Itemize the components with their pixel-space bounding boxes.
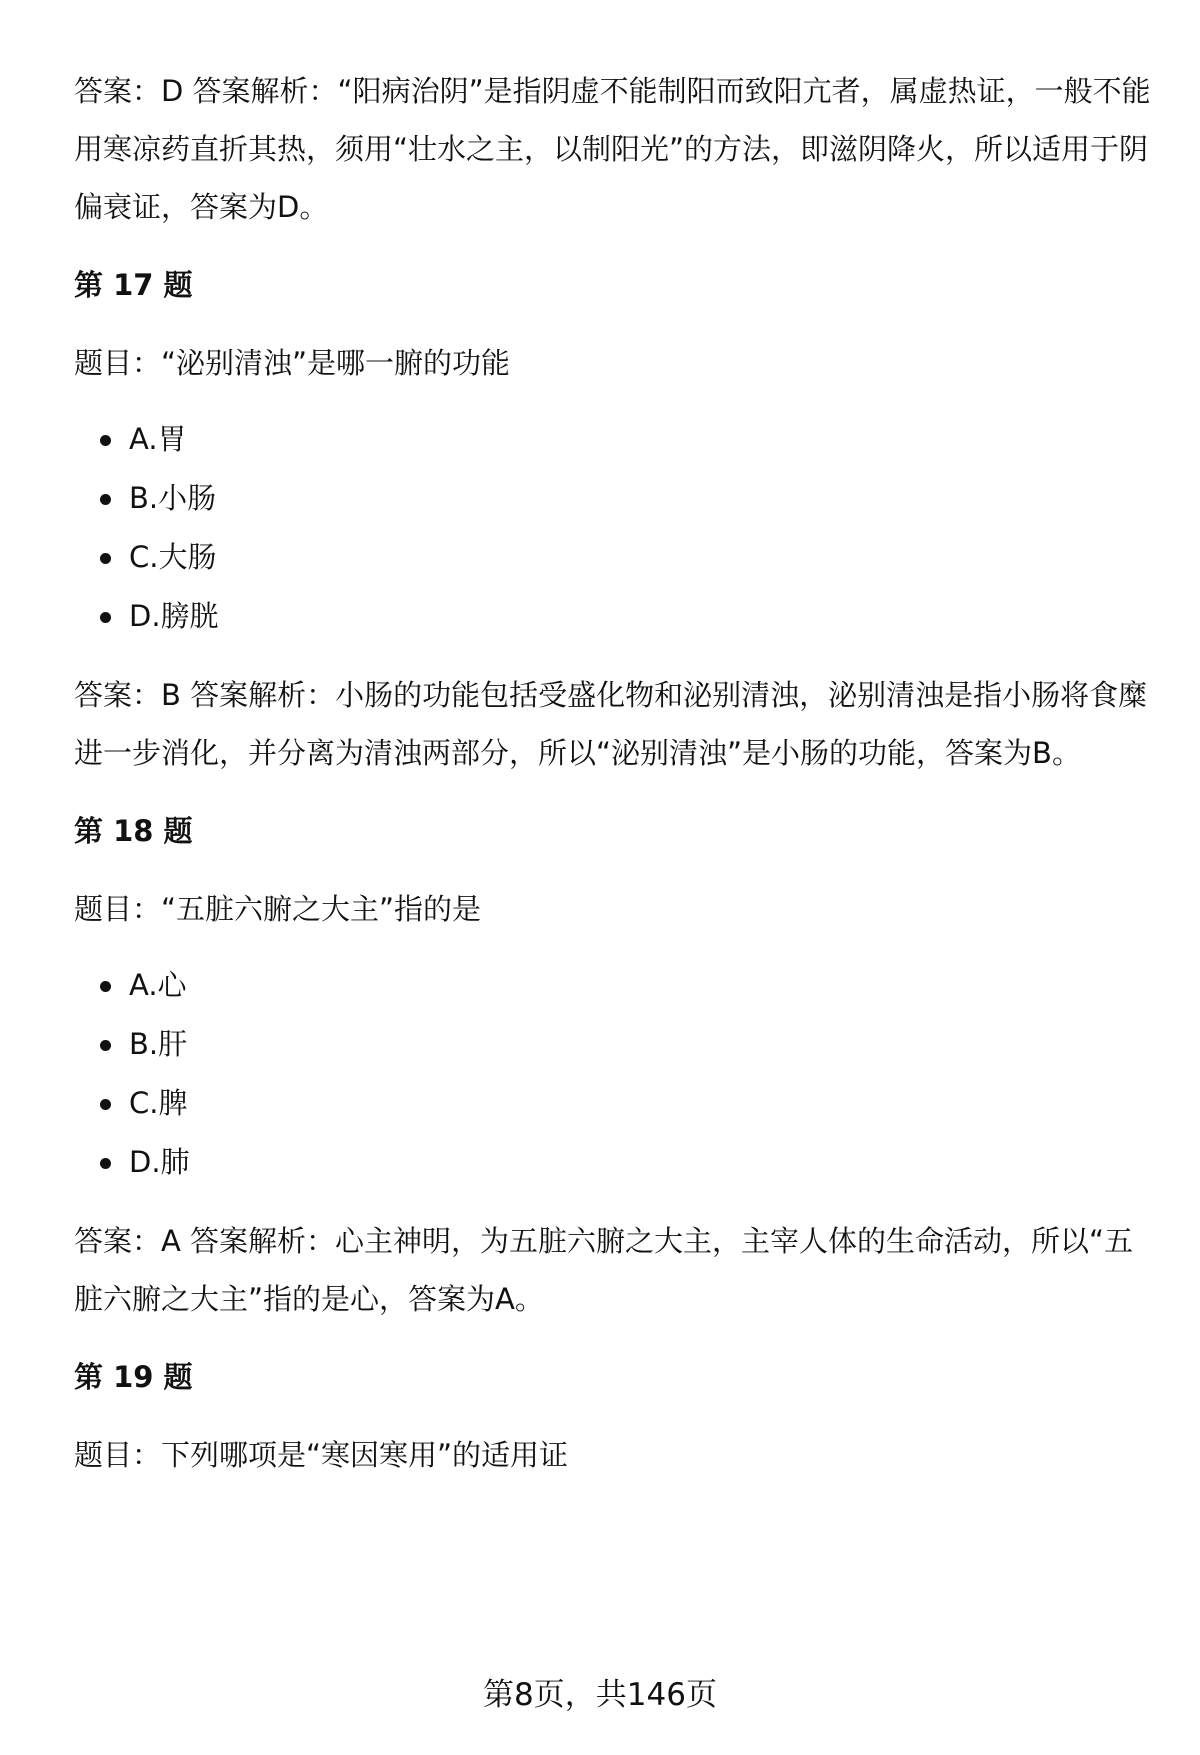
q18-heading: 第 18 题: [74, 814, 193, 848]
option-d: D.肺: [74, 1133, 1154, 1192]
option-b: B.肝: [74, 1015, 1154, 1074]
option-a: A.胃: [74, 410, 1154, 469]
option-c: C.脾: [74, 1074, 1154, 1133]
q18-question: 题目：“五脏六腑之大主”指的是: [74, 892, 482, 926]
q18-options: [74, 956, 1154, 1192]
q18-answer: 答案：A 答案解析：心主神明，为五脏六腑之大主，主宰人体的生命活动，所以“五脏六腑之大主”指的是心，答案为A。: [74, 1224, 1134, 1316]
page-number: 第8页，共146页: [483, 1677, 717, 1713]
q16-answer: 答案：D 答案解析：“阳病治阴”是指阴虚不能制阳而致阳亢者，属虚热证，一般不能用寒凉药直折其热，须用“壮水之主，以制阳光”的方法，即滋阴降火，所以适用于阴偏衰证，答案为D。: [74, 74, 1151, 224]
q17-answer: 答案：B 答案解析：小肠的功能包括受盛化物和泌别清浊，泌别清浊是指小肠将食糜进一步消化，并分离为清浊两部分，所以“泌别清浊”是小肠的功能，答案为B。: [74, 678, 1148, 770]
q19-heading: 第 19 题: [74, 1360, 193, 1394]
option-c: C.大肠: [74, 528, 1154, 587]
q17-options: [74, 410, 1154, 646]
option-a: A.心: [74, 956, 1154, 1015]
document-page: [74, 62, 1154, 1484]
option-d: D.膀胱: [74, 587, 1154, 646]
q17-question: 题目：“泌别清浊”是哪一腑的功能: [74, 346, 511, 380]
q19-question: 题目：下列哪项是“寒因寒用”的适用证: [74, 1438, 569, 1472]
q17-heading: 第 17 题: [74, 268, 193, 302]
option-b: B.小肠: [74, 469, 1154, 528]
